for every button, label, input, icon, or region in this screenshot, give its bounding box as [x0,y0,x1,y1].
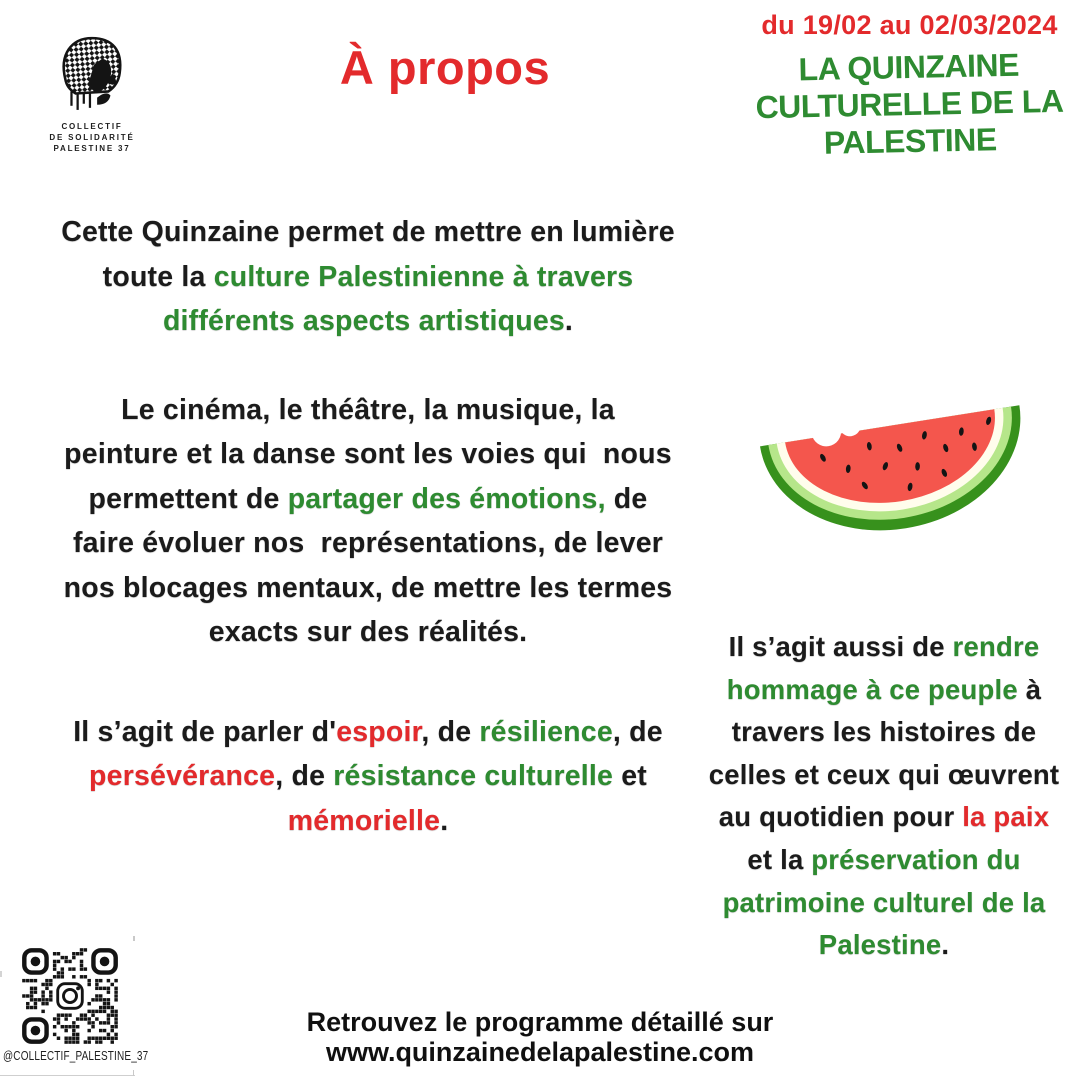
event-title-line: LA QUINZAINE [798,46,1020,88]
intro-paragraph: Cette Quinzaine permet de mettre en lumière toute la culture Palestinienne à travers différents aspects artistiques. [61,216,675,337]
arts-paragraph: Le cinéma, le théâtre, la musique, la peinture et la danse sont les voies qui nous permettent de partager des émotions, de faire évoluer nos représentations, de lever nos blocages mentaux, de mettre les termes exacts sur des réalités. [63,393,673,648]
logo-text [40,121,144,154]
themes-paragraph: Il s’agit de parler d'espoir, de résilience, de persévérance, de résistance culturelle et mémorielle. [73,715,663,837]
logo-line: COLLECTIF [61,122,123,131]
event-header [742,10,1077,160]
crop-mark [133,936,135,941]
crop-mark [0,971,2,977]
page-title: À propos [339,41,551,94]
event-title [741,46,1078,164]
event-dates: du 19/02 au 02/03/2024 [761,10,1058,40]
footer-note [0,1007,1080,1067]
event-title-line: PALESTINE [823,121,997,161]
watermelon-icon [748,362,1038,542]
crop-mark [133,1070,134,1076]
event-title-line: CULTURELLE DE LA [755,82,1064,126]
logo-line: PALESTINE 37 [53,144,131,153]
logo-line: DE SOLIDARITÉ [49,133,135,142]
collectif-logo [40,34,144,154]
keffiyeh-woman-icon [40,34,144,114]
tribute-paragraph: Il s’agit aussi de rendre hommage à ce peuple à travers les histoires de celles et ceux qui œuvrent au quotidien pour la paix et la préservation du patrimoine culturel de la Palestine. [708,631,1060,961]
main-text-column [33,210,703,843]
footer-note-line: Retrouvez le programme détaillé sur [306,1007,774,1037]
crop-mark [0,1075,135,1076]
website-url: www.quinzainedelapalestine.com [325,1037,755,1067]
instagram-handle: @COLLECTIF_PALESTINE_37 [3,1049,149,1063]
